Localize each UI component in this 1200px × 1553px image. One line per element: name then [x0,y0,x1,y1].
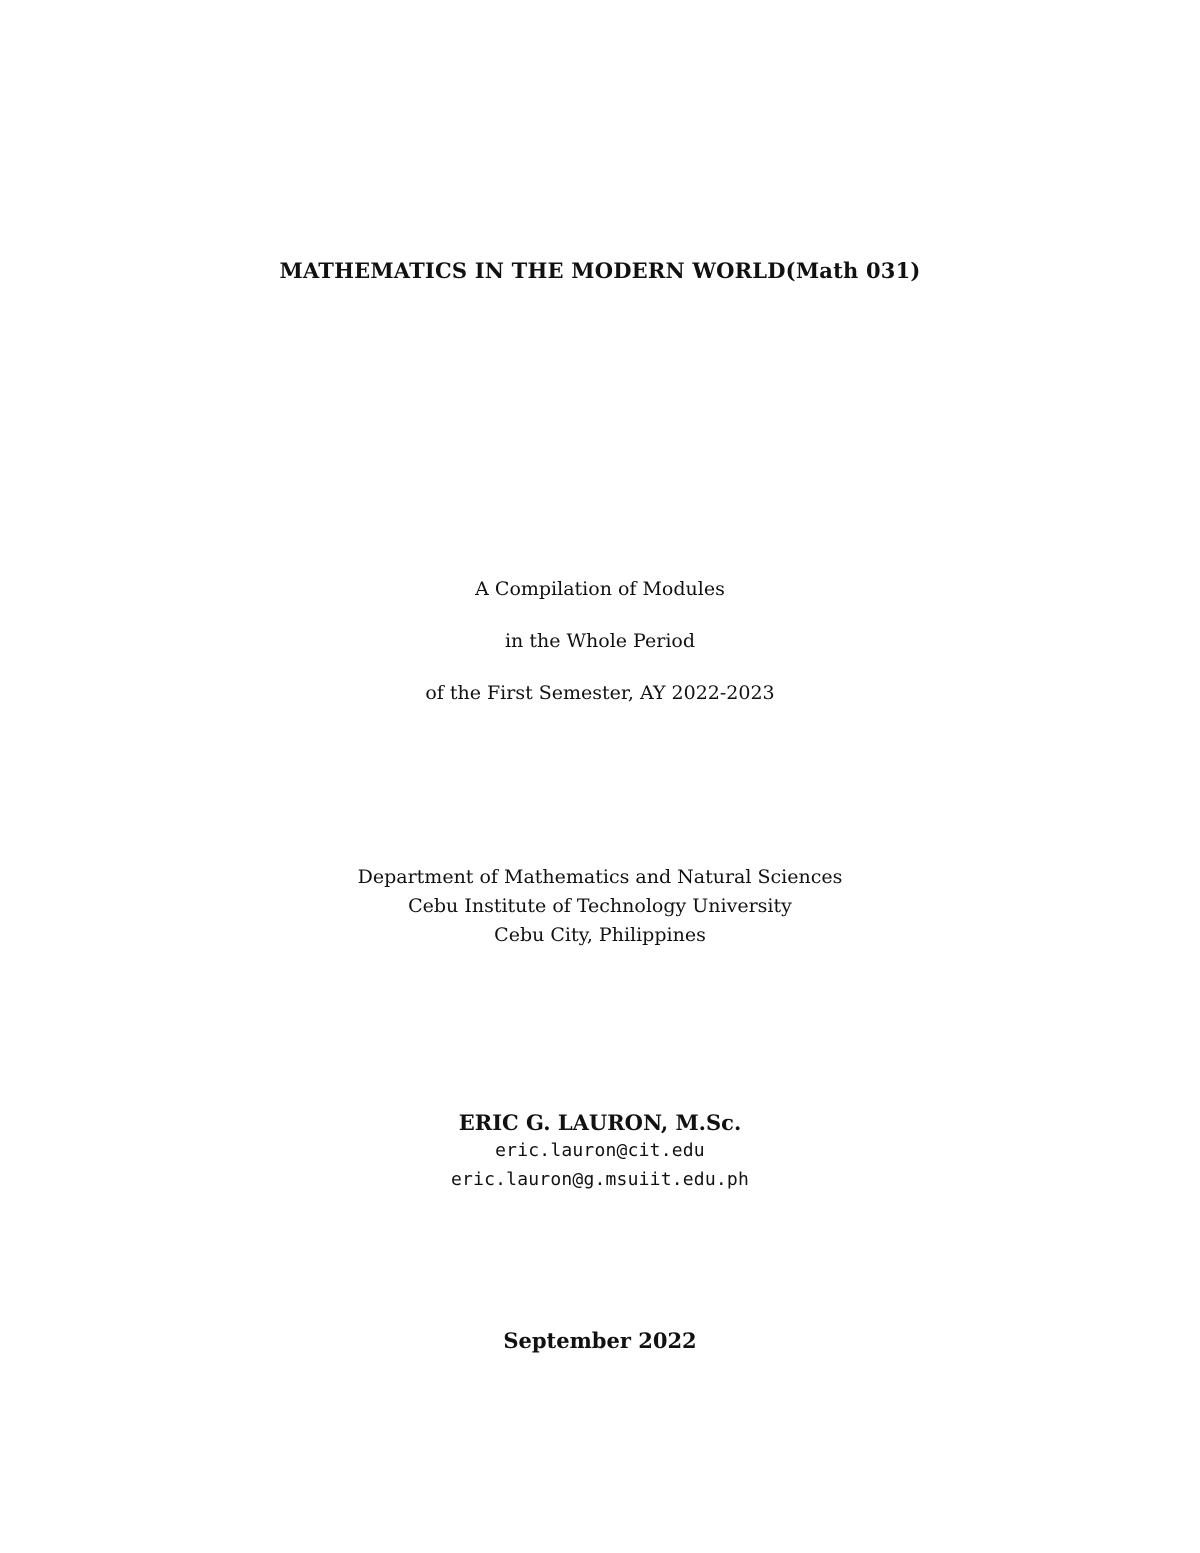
city-country: Cebu City, Philippines [494,924,706,946]
subtitle-line-1: A Compilation of Modules [475,578,725,600]
department-name: Department of Mathematics and Natural Sciences [357,866,843,888]
author-email-primary: eric.lauron@cit.edu [495,1140,705,1161]
subtitle-line-2: in the Whole Period [504,630,695,652]
publication-date: September 2022 [503,1328,697,1353]
subtitle-line-3: of the First Semester, AY 2022-2023 [425,682,775,704]
author-email-secondary: eric.lauron@g.msuiit.edu.ph [451,1169,749,1190]
university-name: Cebu Institute of Technology University [408,895,792,917]
author-name: ERIC G. LAURON, M.Sc. [458,1110,742,1135]
document-title: MATHEMATICS IN THE MODERN WORLD(Math 031) [279,258,921,283]
